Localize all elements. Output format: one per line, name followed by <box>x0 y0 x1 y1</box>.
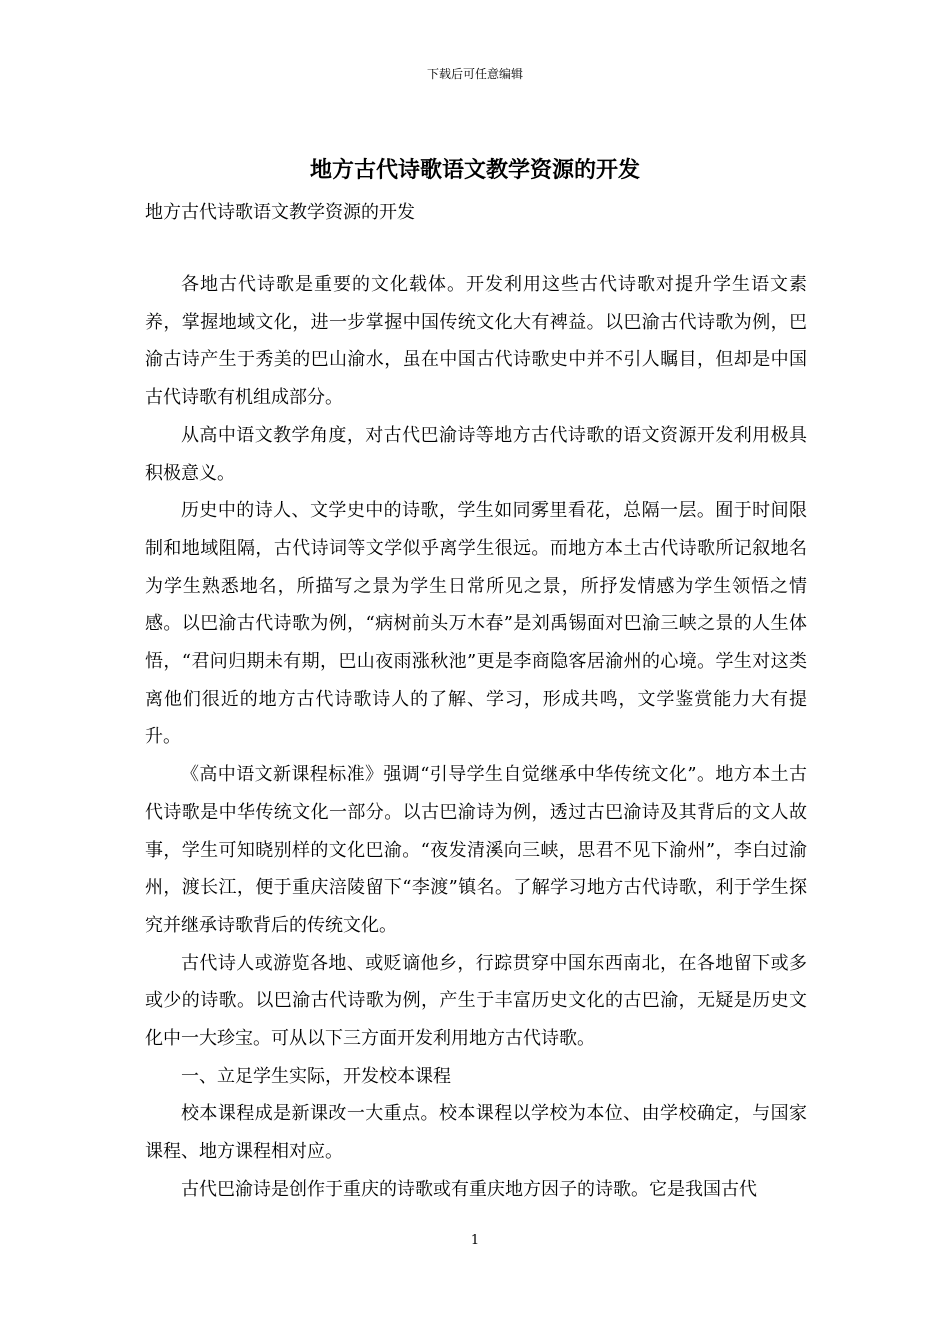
paragraph: 各地古代诗歌是重要的文化载体。开发利用这些古代诗歌对提升学生语文素养，掌握地域文化，进一步掌握中国传统文化大有裨益。以巴渝古代诗歌为例，巴渝古诗产生于秀美的巴山渝水，虽在中国古代诗歌史中并不引人瞩目，但却是中国古代诗歌有机组成部分。 <box>145 274 807 409</box>
paragraph: 历史中的诗人、文学史中的诗歌，学生如同雾里看花，总隔一层。囿于时间限制和地域阻隔，古代诗词等文学似乎离学生很远。而地方本土古代诗歌所记叙地名为学生熟悉地名，所描写之景为学生日常所见之景，所抒发情感为学生领悟之情感。以巴渝古代诗歌为例，“病树前头万木春”是刘禹锡面对巴渝三峡之景的人生体悟，“君问归期未有期，巴山夜雨涨秋池”更是李商隐客居渝州的心境。学生对这类离他们很近的地方古代诗歌诗人的了解、学习，形成共鸣，文学鉴赏能力大有提升。 <box>145 500 807 748</box>
paragraph: 从高中语文教学角度，对古代巴渝诗等地方古代诗歌的语文资源开发利用极具积极意义。 <box>145 424 807 484</box>
page-number: 1 <box>470 1233 480 1248</box>
section-heading: 一、立足学生实际，开发校本课程 <box>181 1065 451 1087</box>
paragraph: 古代巴渝诗是创作于重庆的诗歌或有重庆地方因子的诗歌。它是我国古代 <box>181 1178 757 1200</box>
document-title: 地方古代诗歌语文教学资源的开发 <box>309 157 640 183</box>
page-header: 下载后可任意编辑 <box>426 67 523 81</box>
paragraph: 校本课程成是新课改一大重点。校本课程以学校为本位、由学校确定，与国家课程、地方课程相对应。 <box>145 1103 807 1163</box>
paragraph: 古代诗人或游览各地、或贬谪他乡，行踪贯穿中国东西南北，在各地留下或多或少的诗歌。以巴渝古代诗歌为例，产生于丰富历史文化的古巴渝，无疑是历史文化中一大珍宝。可从以下三方面开发利用地方古代诗歌。 <box>145 952 807 1050</box>
document-body <box>145 266 807 1209</box>
document-subtitle: 地方古代诗歌语文教学资源的开发 <box>145 202 415 223</box>
paragraph: 《高中语文新课程标准》强调“引导学生自觉继承中华传统文化”。地方本土古代诗歌是中华传统文化一部分。以古巴渝诗为例，透过古巴渝诗及其背后的文人故事，学生可知晓别样的文化巴渝。“夜发清溪向三峡，思君不见下渝州”，李白过渝州，渡长江，便于重庆涪陵留下“李渡”镇名。了解学习地方古代诗歌，利于学生探究并继承诗歌背后的传统文化。 <box>145 764 807 936</box>
